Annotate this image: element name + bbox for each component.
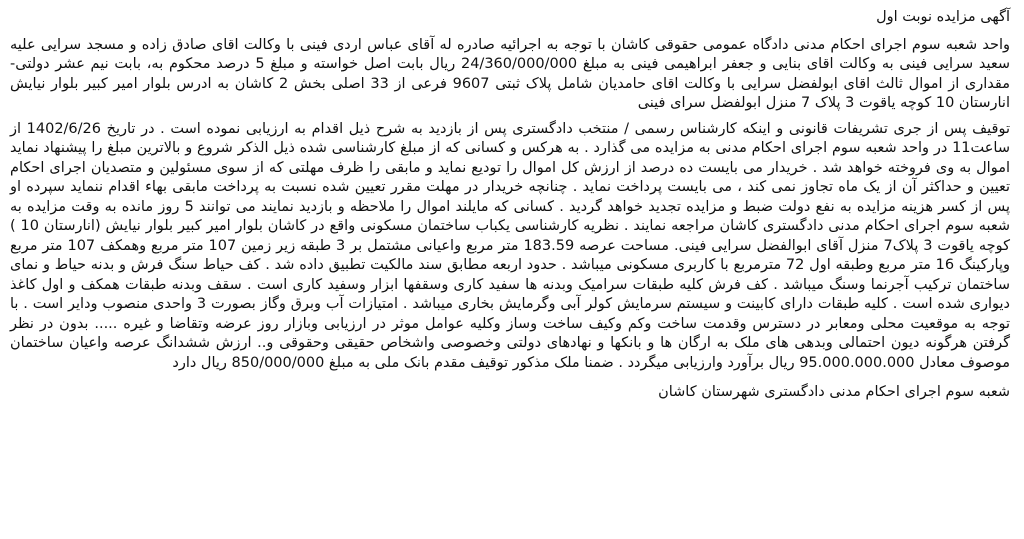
notice-paragraph-intro: واحد شعبه سوم اجرای احکام مدنی دادگاه عمومی حقوقی کاشان با توجه به اجرائیه صادره له آقای عباس اردی فینی با وکالت اقای صادق زاده و مسجد سرایی علیه سعید سرایی فینی به وکالت اقای بنایی و جعفر ابراهیمی فینی به مبلغ 24/360/000/000 ریال بابت اصل خواسته و مبلغ 5 درصد محکوم به، بابت نیم عشر دولتی- مقداری از اموال ثالث اقای ابولفضل سرایی با وکالت اقای حامدیان شامل پلاک ثبتی 9607 فرعی از 33 اصلی بخش 2 کاشان به ادرس بلوار امیر کبیر بلوار نیایش انارستان 10 کوچه یاقوت 3 پلاک 7 منزل ابولفضل سرای فینی <box>10 36 1011 111</box>
notice-signature: شعبه سوم اجرای احکام مدنی دادگستری شهرستان کاشان <box>658 384 1010 400</box>
notice-paragraph-details: توقیف پس از جری تشریفات قانونی و اینکه کارشناس رسمی / منتخب دادگستری پس از بازدید به شرح ذیل اقدام به ارزیابی نموده است . در تاریخ 1402/6/26 از ساعت11 در واحد شعبه سوم اجرای احکام مدنی به مزایده می گذارد . به هرکس و کسانی که از مبلغ کارشناسی شده ذیل الذکر شروع و بالاترین مبلغ را پیشنهاد نماید اموال به وی فروخته خواهد شد . خریدار می بایست ده درصد از ارزش کل اموال را تودیع نماید و مابقی را ظرف مهلتی که از سوی مسئولین و متصدیان اجرای احکام تعیین و حداکثر آن از یک ماه تجاوز نمی کند ، می بایست پرداخت نماید . چنانچه خریدار در مهلت مقرر تعیین شده نسبت به پرداخت مابقی بهاء اقدام ننماید سپرده او پس از کسر هزینه مزایده به نفع دولت ضبط و مزایده تجدید خواهد گردید . کسانی که مایلند اموال را ملاحظه و بازدید نمایند می توانند 5 روز مانده به وقت مزایده به شعبه سوم اجرای احکام مدنی دادگستری کاشان مراجعه نمایند . نظریه کارشناسی یکباب ساختمان مسکونی واقع در کاشان بلوار امیر کبیر بلوار نیایش (انارستان 10 ) کوچه یاقوت 3 پلاک7 منزل آقای ابوالفضل سرایی فینی. مساحت عرصه 183.59 متر مربع واعیانی مشتمل بر 3 طبقه زیر زمین 107 متر مربع وهمکف 107 متر مربع وپارکینگ 16 متر مربع وطبقه اول 72 مترمربع با کاربری مسکونی میباشد . حدود اربعه مطابق سند مالکیت تطبیق داده شد . کف حیاط سنگ فرش و بدنه حیاط و نمای ساختمان ترکیب آجرنما وسنگ میباشد . کف فرش کلیه طبقات سرامیک وبدنه ها سفید کاری وسقفها ابزار وسفید کاری است . سقف وبدنه طبقات همکف و اول کاغذ دیواری شده است . کلیه طبقات دارای کابینت و سیستم سرمایش کولر آبی وگرمایش بخاری میباشد . امتیازات آب وبرق وگاز بصورت 3 واحدی منصوب ودایر است . با توجه به موقعیت محلی ومعابر در دسترس وقدمت ساخت وکم وکیف ساخت وساز وکلیه عوامل موثر در ارزیابی وبازار روز عرضه وتقاضا و غیره ..... بدون در نظر گرفتن هرگونه دیون احتمالی وبدهی های ملک به ارگان ها و بانکها و نهادهای دولتی وخصوصی واشخاص حقیقی وحقوقی و.. ارزش ششدانگ عرصه واعیان ساختمان موصوف معادل 95.000.000.000 ریال برآورد وارزیابی میگردد . ضمنا ملک مذکور توقیف مقدم بانک ملی به مبلغ 850/000/000 ریال دارد <box>10 120 1010 371</box>
notice-title: آگهی مزایده نوبت اول <box>876 9 1010 25</box>
